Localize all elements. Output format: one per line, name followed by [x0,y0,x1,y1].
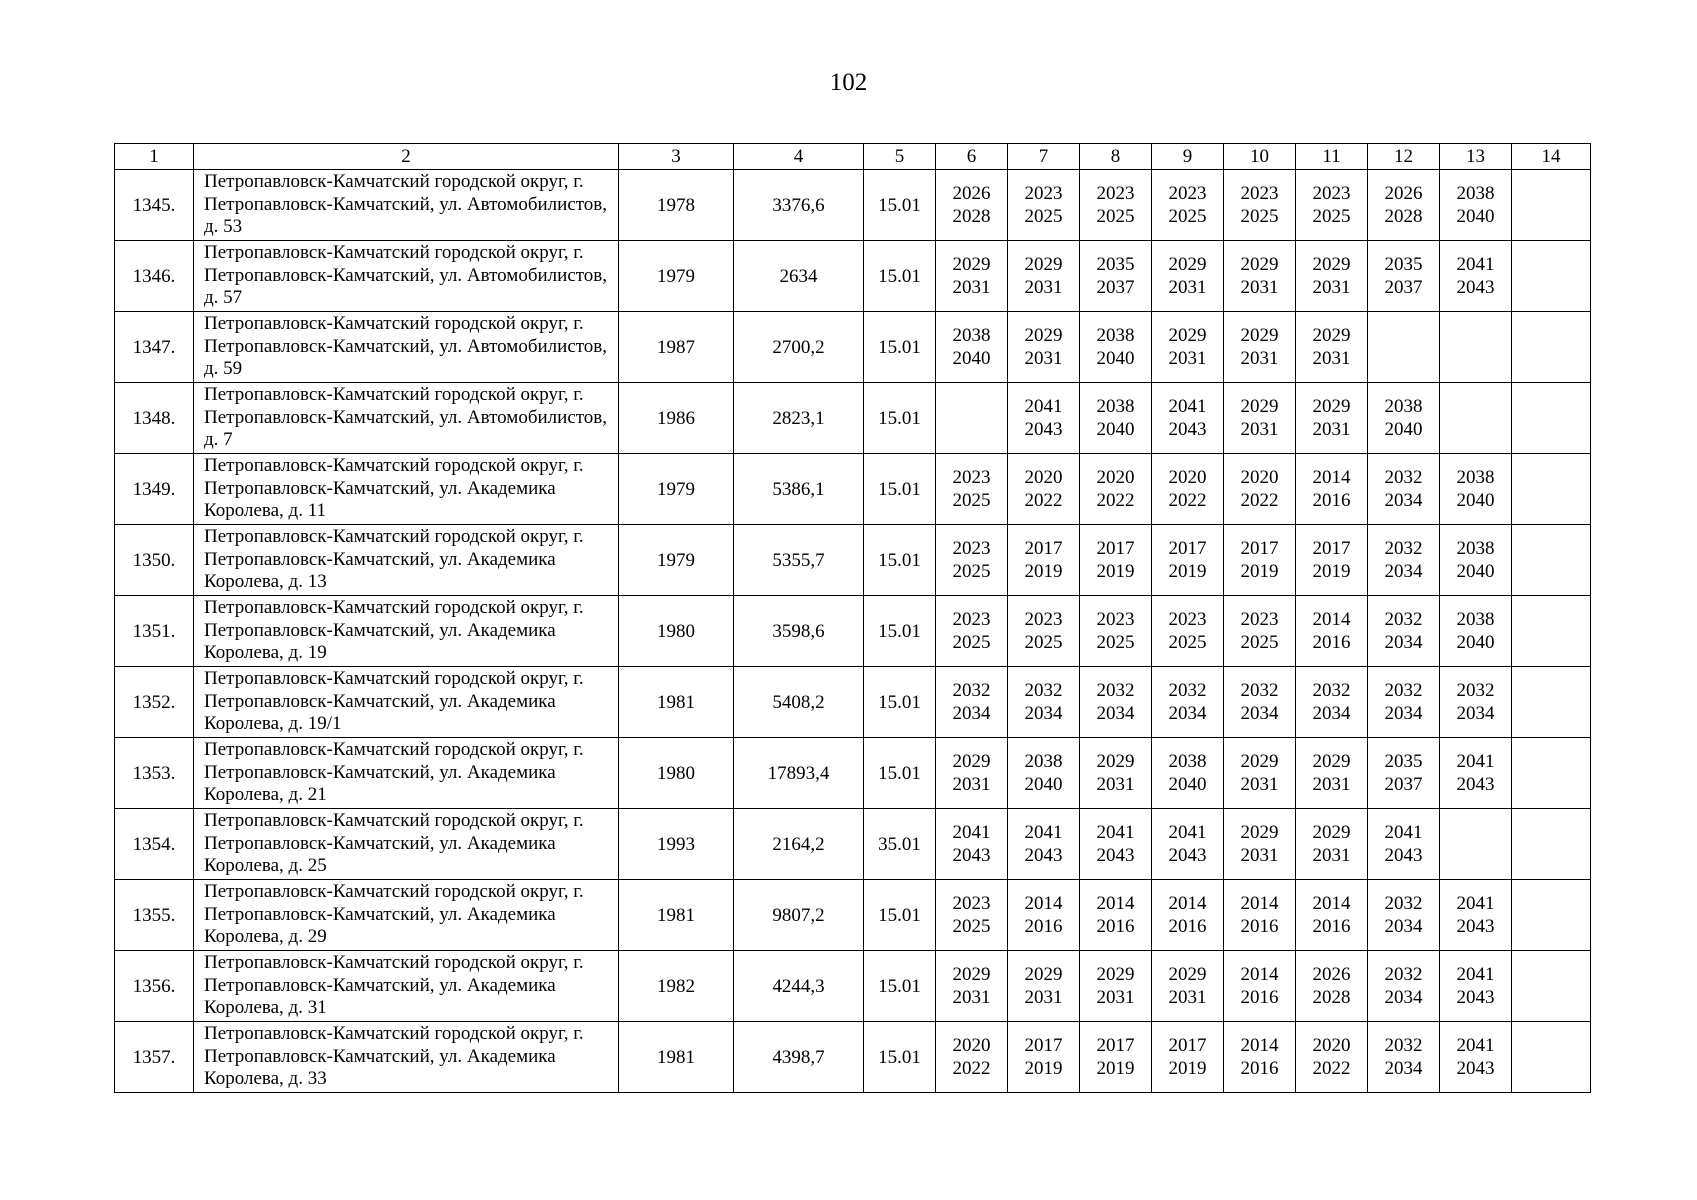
area-cell: 2700,2 [734,312,864,383]
period-cell: 2041 2043 [1440,738,1512,809]
column-header: 12 [1368,144,1440,170]
code-cell: 15.01 [864,951,936,1022]
period-cell: 2032 2034 [1152,667,1224,738]
build-year-cell: 1980 [619,738,734,809]
period-cell: 2032 2034 [1368,667,1440,738]
area-cell: 9807,2 [734,880,864,951]
column-header: 7 [1008,144,1080,170]
period-cell: 2029 2031 [1008,241,1080,312]
column-14-cell [1512,170,1591,241]
period-cell: 2020 2022 [1224,454,1296,525]
period-cell: 2038 2040 [1440,525,1512,596]
period-cell: 2029 2031 [1080,951,1152,1022]
period-cell: 2023 2025 [1080,596,1152,667]
table-row [115,951,1591,1022]
build-year-cell: 1979 [619,525,734,596]
address-cell: Петропавловск-Камчатский городской округ, г. Петропавловск-Камчатский, ул. Академика Королева, д. 33 [194,1022,619,1093]
address-cell: Петропавловск-Камчатский городской округ, г. Петропавловск-Камчатский, ул. Автомобилистов, д. 7 [194,383,619,454]
area-cell: 4244,3 [734,951,864,1022]
period-cell: 2032 2034 [1368,880,1440,951]
row-number-cell: 1351. [115,596,194,667]
period-cell: 2032 2034 [1368,525,1440,596]
period-cell: 2035 2037 [1080,241,1152,312]
address-cell: Петропавловск-Камчатский городской округ, г. Петропавловск-Камчатский, ул. Академика Королева, д. 31 [194,951,619,1022]
build-year-cell: 1979 [619,241,734,312]
period-cell: 2041 2043 [1440,241,1512,312]
column-header: 5 [864,144,936,170]
period-cell [936,383,1008,454]
period-cell: 2038 2040 [1440,596,1512,667]
code-cell: 15.01 [864,738,936,809]
period-cell: 2041 2043 [1368,809,1440,880]
address-cell: Петропавловск-Камчатский городской округ, г. Петропавловск-Камчатский, ул. Академика Королева, д. 13 [194,525,619,596]
row-number-cell: 1345. [115,170,194,241]
period-cell: 2032 2034 [1368,596,1440,667]
column-14-cell [1512,312,1591,383]
period-cell: 2029 2031 [1224,312,1296,383]
column-14-cell [1512,596,1591,667]
period-cell: 2029 2031 [936,951,1008,1022]
period-cell: 2029 2031 [1296,312,1368,383]
period-cell: 2029 2031 [1296,383,1368,454]
period-cell: 2041 2043 [1440,951,1512,1022]
address-cell: Петропавловск-Камчатский городской округ, г. Петропавловск-Камчатский, ул. Академика Королева, д. 19/1 [194,667,619,738]
period-cell: 2026 2028 [1296,951,1368,1022]
period-cell [1368,312,1440,383]
build-year-cell: 1981 [619,880,734,951]
code-cell: 15.01 [864,525,936,596]
period-cell: 2014 2016 [1296,596,1368,667]
row-number-cell: 1350. [115,525,194,596]
code-cell: 15.01 [864,667,936,738]
build-year-cell: 1981 [619,1022,734,1093]
code-cell: 15.01 [864,1022,936,1093]
period-cell: 2014 2016 [1080,880,1152,951]
period-cell: 2038 2040 [1152,738,1224,809]
column-14-cell [1512,1022,1591,1093]
build-year-cell: 1993 [619,809,734,880]
table-row [115,809,1591,880]
period-cell [1440,383,1512,454]
period-cell: 2020 2022 [1152,454,1224,525]
area-cell: 3376,6 [734,170,864,241]
period-cell: 2023 2025 [936,525,1008,596]
period-cell: 2029 2031 [1296,809,1368,880]
period-cell: 2029 2031 [1296,738,1368,809]
address-cell: Петропавловск-Камчатский городской округ, г. Петропавловск-Камчатский, ул. Автомобилистов, д. 59 [194,312,619,383]
period-cell: 2029 2031 [1224,738,1296,809]
area-cell: 5386,1 [734,454,864,525]
column-header: 9 [1152,144,1224,170]
period-cell: 2032 2034 [1008,667,1080,738]
period-cell: 2023 2025 [1152,170,1224,241]
code-cell: 15.01 [864,596,936,667]
period-cell: 2023 2025 [1224,170,1296,241]
period-cell: 2029 2031 [1080,738,1152,809]
area-cell: 4398,7 [734,1022,864,1093]
column-header: 13 [1440,144,1512,170]
table-row [115,170,1591,241]
period-cell: 2041 2043 [1080,809,1152,880]
period-cell: 2014 2016 [1152,880,1224,951]
address-cell: Петропавловск-Камчатский городской округ, г. Петропавловск-Камчатский, ул. Академика Королева, д. 11 [194,454,619,525]
period-cell: 2041 2043 [1440,1022,1512,1093]
column-header: 2 [194,144,619,170]
period-cell [1440,312,1512,383]
period-cell: 2038 2040 [1440,454,1512,525]
row-number-cell: 1349. [115,454,194,525]
period-cell: 2041 2043 [1152,809,1224,880]
address-cell: Петропавловск-Камчатский городской округ, г. Петропавловск-Камчатский, ул. Автомобилистов, д. 57 [194,241,619,312]
period-cell: 2020 2022 [936,1022,1008,1093]
code-cell: 15.01 [864,454,936,525]
row-number-cell: 1355. [115,880,194,951]
period-cell: 2032 2034 [1224,667,1296,738]
period-cell: 2023 2025 [1008,596,1080,667]
period-cell: 2032 2034 [1368,951,1440,1022]
table-row [115,1022,1591,1093]
period-cell: 2029 2031 [1296,241,1368,312]
period-cell: 2026 2028 [1368,170,1440,241]
address-cell: Петропавловск-Камчатский городской округ, г. Петропавловск-Камчатский, ул. Академика Королева, д. 21 [194,738,619,809]
period-cell: 2029 2031 [1224,241,1296,312]
column-14-cell [1512,454,1591,525]
period-cell: 2032 2034 [1440,667,1512,738]
area-cell: 5355,7 [734,525,864,596]
period-cell: 2014 2016 [1296,454,1368,525]
build-year-cell: 1979 [619,454,734,525]
period-cell: 2041 2043 [1152,383,1224,454]
area-cell: 3598,6 [734,596,864,667]
period-cell: 2017 2019 [1152,525,1224,596]
row-number-cell: 1348. [115,383,194,454]
address-cell: Петропавловск-Камчатский городской округ, г. Петропавловск-Камчатский, ул. Академика Королева, д. 29 [194,880,619,951]
period-cell: 2014 2016 [1224,880,1296,951]
area-cell: 2823,1 [734,383,864,454]
period-cell: 2035 2037 [1368,738,1440,809]
code-cell: 15.01 [864,880,936,951]
period-cell: 2026 2028 [936,170,1008,241]
period-cell: 2023 2025 [936,880,1008,951]
column-14-cell [1512,880,1591,951]
address-cell: Петропавловск-Камчатский городской округ, г. Петропавловск-Камчатский, ул. Академика Королева, д. 25 [194,809,619,880]
table-row [115,241,1591,312]
column-14-cell [1512,951,1591,1022]
code-cell: 15.01 [864,312,936,383]
period-cell: 2032 2034 [1080,667,1152,738]
period-cell: 2038 2040 [1368,383,1440,454]
period-cell: 2017 2019 [1008,525,1080,596]
period-cell: 2038 2040 [1080,383,1152,454]
period-cell: 2017 2019 [1152,1022,1224,1093]
build-year-cell: 1982 [619,951,734,1022]
period-cell: 2023 2025 [1008,170,1080,241]
build-year-cell: 1981 [619,667,734,738]
code-cell: 15.01 [864,170,936,241]
build-year-cell: 1980 [619,596,734,667]
area-cell: 2634 [734,241,864,312]
period-cell: 2023 2025 [1224,596,1296,667]
area-cell: 5408,2 [734,667,864,738]
row-number-cell: 1354. [115,809,194,880]
period-cell: 2041 2043 [936,809,1008,880]
column-header: 6 [936,144,1008,170]
table-row [115,596,1591,667]
period-cell: 2023 2025 [936,596,1008,667]
period-cell: 2032 2034 [1296,667,1368,738]
period-cell: 2038 2040 [1008,738,1080,809]
column-14-cell [1512,383,1591,454]
period-cell: 2023 2025 [1152,596,1224,667]
table-row [115,738,1591,809]
code-cell: 15.01 [864,241,936,312]
period-cell: 2017 2019 [1080,525,1152,596]
column-header: 14 [1512,144,1591,170]
period-cell: 2029 2031 [936,738,1008,809]
table-row [115,880,1591,951]
row-number-cell: 1356. [115,951,194,1022]
build-year-cell: 1978 [619,170,734,241]
page-number: 102 [829,69,868,96]
row-number-cell: 1357. [115,1022,194,1093]
address-cell: Петропавловск-Камчатский городской округ, г. Петропавловск-Камчатский, ул. Автомобилистов, д. 53 [194,170,619,241]
period-cell: 2014 2016 [1296,880,1368,951]
period-cell: 2032 2034 [1368,1022,1440,1093]
period-cell: 2014 2016 [1224,1022,1296,1093]
build-year-cell: 1987 [619,312,734,383]
table-body [115,170,1591,1093]
column-header: 11 [1296,144,1368,170]
period-cell: 2029 2031 [1152,951,1224,1022]
row-number-cell: 1347. [115,312,194,383]
area-cell: 17893,4 [734,738,864,809]
code-cell: 35.01 [864,809,936,880]
period-cell: 2032 2034 [936,667,1008,738]
column-14-cell [1512,809,1591,880]
period-cell: 2038 2040 [1080,312,1152,383]
period-cell: 2029 2031 [1152,312,1224,383]
period-cell: 2041 2043 [1008,383,1080,454]
period-cell: 2020 2022 [1296,1022,1368,1093]
register-table [114,143,1591,1093]
code-cell: 15.01 [864,383,936,454]
table-row [115,454,1591,525]
period-cell: 2038 2040 [936,312,1008,383]
row-number-cell: 1353. [115,738,194,809]
period-cell: 2029 2031 [936,241,1008,312]
column-14-cell [1512,525,1591,596]
period-cell: 2014 2016 [1224,951,1296,1022]
period-cell: 2023 2025 [1296,170,1368,241]
header-row [115,144,1591,170]
build-year-cell: 1986 [619,383,734,454]
period-cell: 2035 2037 [1368,241,1440,312]
column-header: 8 [1080,144,1152,170]
period-cell: 2017 2019 [1224,525,1296,596]
row-number-cell: 1352. [115,667,194,738]
period-cell: 2029 2031 [1008,312,1080,383]
period-cell: 2023 2025 [1080,170,1152,241]
column-14-cell [1512,241,1591,312]
table-row [115,383,1591,454]
period-cell: 2038 2040 [1440,170,1512,241]
period-cell: 2014 2016 [1008,880,1080,951]
period-cell [1440,809,1512,880]
table-row [115,667,1591,738]
row-number-cell: 1346. [115,241,194,312]
period-cell: 2017 2019 [1008,1022,1080,1093]
period-cell: 2032 2034 [1368,454,1440,525]
period-cell: 2029 2031 [1224,809,1296,880]
period-cell: 2017 2019 [1296,525,1368,596]
period-cell: 2029 2031 [1224,383,1296,454]
period-cell: 2041 2043 [1440,880,1512,951]
column-header: 4 [734,144,864,170]
table-row [115,312,1591,383]
table-row [115,525,1591,596]
column-header: 1 [115,144,194,170]
period-cell: 2029 2031 [1152,241,1224,312]
column-14-cell [1512,667,1591,738]
column-header: 3 [619,144,734,170]
period-cell: 2029 2031 [1008,951,1080,1022]
period-cell: 2023 2025 [936,454,1008,525]
period-cell: 2020 2022 [1080,454,1152,525]
period-cell: 2020 2022 [1008,454,1080,525]
area-cell: 2164,2 [734,809,864,880]
period-cell: 2017 2019 [1080,1022,1152,1093]
address-cell: Петропавловск-Камчатский городской округ, г. Петропавловск-Камчатский, ул. Академика Королева, д. 19 [194,596,619,667]
column-header: 10 [1224,144,1296,170]
column-14-cell [1512,738,1591,809]
period-cell: 2041 2043 [1008,809,1080,880]
